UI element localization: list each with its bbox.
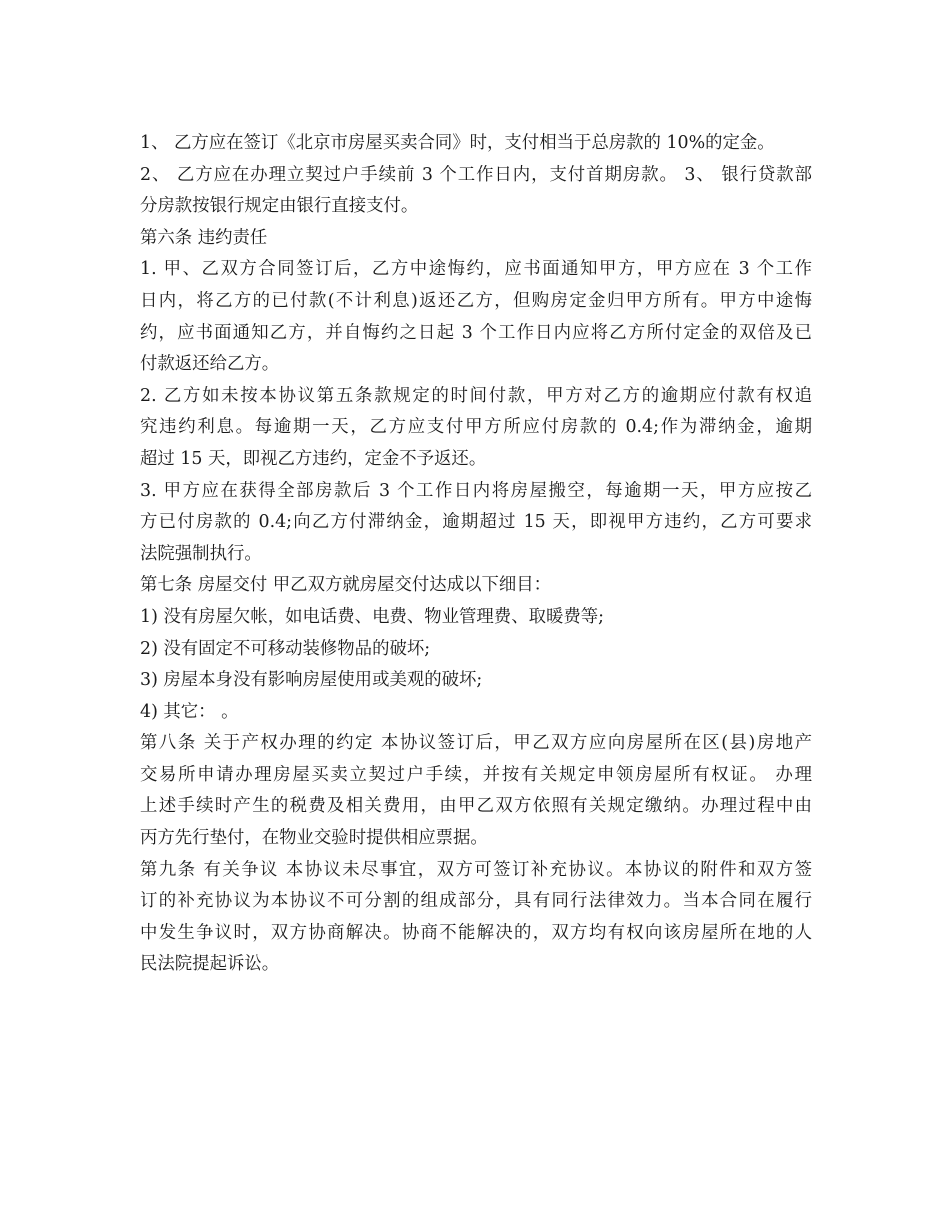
text-line: 约，应书面通知乙方，并自悔约之日起 3 个工作日内应将乙方所付定金的双倍及已 bbox=[140, 322, 812, 343]
section-heading: 第七条 房屋交付 甲乙双方就房屋交付达成以下细目： bbox=[140, 575, 552, 596]
text-line: 交易所申请办理房屋买卖立契过户手续，并按有关规定申领房屋所有权证。 办理 bbox=[140, 764, 812, 785]
text-line: 日内，将乙方的已付款(不计利息)返还乙方，但购房定金归甲方所有。甲方中途悔 bbox=[140, 290, 812, 311]
text-line: 中发生争议时，双方协商解决。协商不能解决的，双方均有权向该房屋所在地的人 bbox=[140, 922, 812, 943]
text-line: 方已付房款的 0.4;向乙方付滞纳金，逾期超过 15 天，即视甲方违约，乙方可要求 bbox=[140, 512, 812, 533]
document-body bbox=[140, 128, 812, 981]
text-line: 付款返还给乙方。 bbox=[140, 354, 280, 375]
text-line: 法院强制执行。 bbox=[140, 543, 262, 564]
text-line: 2、 乙方应在办理立契过户手续前 3 个工作日内，支付首期房款。 3、 银行贷款部 bbox=[140, 164, 812, 185]
list-item: 3) 房屋本身没有影响房屋使用或美观的破坏; bbox=[140, 670, 483, 691]
text-line: 分房款按银行规定由银行直接支付。 bbox=[140, 196, 419, 217]
list-item: 4) 其它： 。 bbox=[140, 701, 239, 722]
text-line: 丙方先行垫付，在物业交验时提供相应票据。 bbox=[140, 828, 488, 849]
text-line: 2. 乙方如未按本协议第五条款规定的时间付款，甲方对乙方的逾期应付款有权追 bbox=[140, 385, 812, 406]
text-line: 超过 15 天，即视乙方违约，定金不予返还。 bbox=[140, 448, 487, 469]
text-line: 1、 乙方应在签订《北京市房屋买卖合同》时，支付相当于总房款的 10%的定金。 bbox=[140, 133, 775, 153]
text-line: 究违约利息。每逾期一天，乙方应支付甲方所应付房款的 0.4;作为滞纳金，逾期 bbox=[140, 417, 812, 438]
text-line: 订的补充协议为本协议不可分割的组成部分，具有同行法律效力。当本合同在履行 bbox=[140, 891, 812, 912]
list-item: 1) 没有房屋欠帐，如电话费、电费、物业管理费、取暖费等; bbox=[140, 606, 605, 627]
list-item: 2) 没有固定不可移动装修物品的破坏; bbox=[140, 638, 431, 659]
text-line: 上述手续时产生的税费及相关费用，由甲乙双方依照有关规定缴纳。办理过程中由 bbox=[140, 796, 812, 817]
section-heading: 第九条 有关争议 本协议未尽事宜，双方可签订补充协议。本协议的附件和双方签 bbox=[140, 859, 812, 880]
text-line: 1. 甲、乙双方合同签订后，乙方中途悔约，应书面通知甲方，甲方应在 3 个工作 bbox=[140, 259, 812, 280]
text-line: 民法院提起诉讼。 bbox=[140, 954, 280, 975]
text-line: 3. 甲方应在获得全部房款后 3 个工作日内将房屋搬空，每逾期一天，甲方应按乙 bbox=[140, 480, 812, 501]
section-heading: 第六条 违约责任 bbox=[140, 227, 268, 248]
section-heading: 第八条 关于产权办理的约定 本协议签订后，甲乙双方应向房屋所在区(县)房地产 bbox=[140, 733, 812, 754]
